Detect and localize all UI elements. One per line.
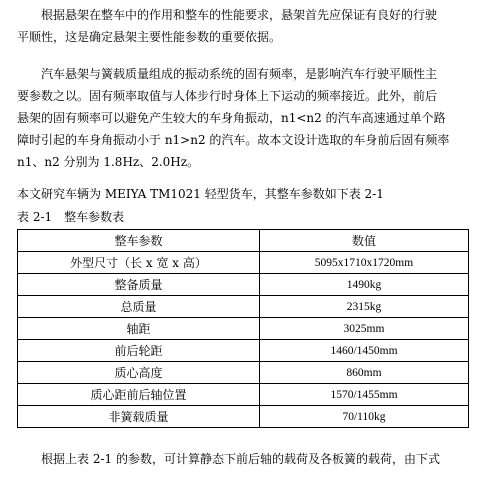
value-cell: 3025mm	[260, 318, 469, 340]
table-row	[18, 274, 469, 296]
table-title: 整车参数表	[64, 210, 125, 224]
value-cell: 1570/1455mm	[260, 384, 469, 406]
table-row	[18, 296, 469, 318]
header-parameter: 整车参数	[18, 230, 260, 252]
paragraph-line: n1、n2 分别为 1.8Hz、2.0Hz。	[17, 155, 200, 169]
value-cell: 860mm	[260, 362, 469, 384]
parameter-cell: 外型尺寸（长 x 宽 x 高）	[18, 252, 260, 274]
table-row	[18, 384, 469, 406]
value-cell: 70/110kg	[260, 406, 469, 428]
value-cell: 2315kg	[260, 296, 469, 318]
paragraph-line: 汽车悬架与簧载质量组成的振动系统的固有频率，是影响汽车行驶平顺性主	[41, 67, 438, 81]
table-row	[18, 340, 469, 362]
table-row	[18, 362, 469, 384]
table-row	[18, 318, 469, 340]
paragraph-line: 根据悬架在整车中的作用和整车的性能要求，悬架首先应保证有良好的行驶	[41, 8, 438, 22]
value-cell: 1490kg	[260, 274, 469, 296]
paragraph-line: 平顺性，这是确定悬架主要性能参数的重要依据。	[17, 30, 282, 44]
parameter-cell: 质心距前后轴位置	[18, 384, 260, 406]
vehicle-parameter-table	[17, 229, 469, 428]
table-header-row	[18, 230, 469, 252]
table-row	[18, 406, 469, 428]
table-row	[18, 252, 469, 274]
parameter-cell: 前后轮距	[18, 340, 260, 362]
parameter-cell: 总质量	[18, 296, 260, 318]
paragraph-2	[17, 63, 469, 173]
paragraph-1	[17, 4, 469, 48]
header-value: 数值	[260, 230, 469, 252]
table-number: 表 2-1	[17, 210, 53, 224]
table-caption	[17, 206, 124, 228]
value-cell: 1460/1450mm	[260, 340, 469, 362]
parameter-cell: 质心高度	[18, 362, 260, 384]
intro-sentence: 本文研究车辆为 MEIYA TM1021 轻型货车，其整车参数如下表 2-1	[17, 187, 384, 201]
tail-sentence: 根据上表 2-1 的参数，可计算静态下前后轴的载荷及各板簧的载荷，由下式	[41, 452, 440, 466]
parameter-cell: 非簧载质量	[18, 406, 260, 428]
paragraph-line: 要参数之以。固有频率取值与人体步行时身体上下运动的频率接近。此外，前后	[17, 89, 438, 103]
parameter-cell: 轴距	[18, 318, 260, 340]
paragraph-line: 悬架的固有频率可以避免产生较大的车身角振动，n1<n2 的汽车高速通过单个路	[17, 111, 446, 125]
parameter-cell: 整备质量	[18, 274, 260, 296]
paragraph-line: 障时引起的车身角振动小于 n1>n2 的汽车。故本文设计选取的车身前后固有频率	[17, 133, 450, 147]
value-cell: 5095x1710x1720mm	[260, 252, 469, 274]
